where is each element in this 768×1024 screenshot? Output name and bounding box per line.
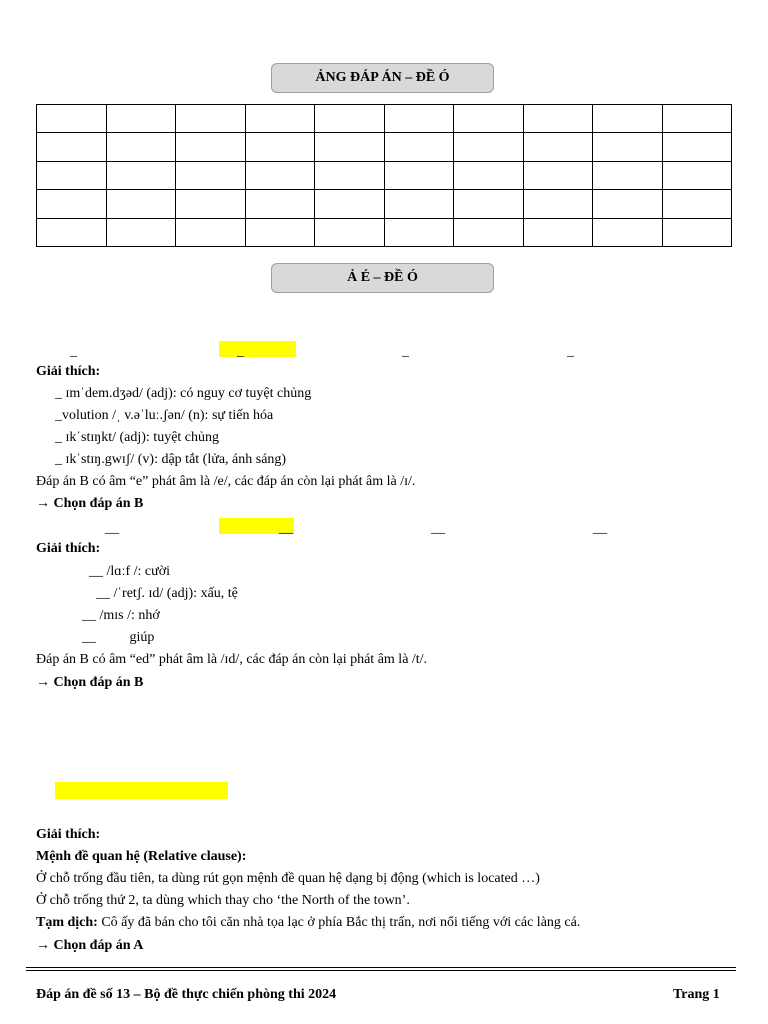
explanation-banner: Ả É – ĐỀ Ó — [271, 263, 494, 293]
table-cell — [662, 190, 732, 218]
table-row — [37, 218, 732, 246]
table-cell — [315, 190, 385, 218]
answer-grid-table — [36, 104, 732, 247]
table-cell — [384, 161, 454, 189]
q2-line-3: __ /mɪs /: nhớ — [82, 608, 160, 623]
q2-option-a-blank: __ — [105, 521, 119, 536]
table-cell — [245, 105, 315, 133]
answer-key-banner: ẢNG ĐÁP ÁN – ĐỀ Ó — [271, 63, 494, 93]
q1-conclusion: Đáp án B có âm “e” phát âm là /e/, các đáp án còn lại phát âm là /ɪ/. — [36, 474, 416, 489]
table-cell — [315, 105, 385, 133]
table-cell — [662, 133, 732, 161]
q1-line-1: _ ɪmˈdem.dʒəd/ (adj): có nguy cơ tuyệt chủng — [55, 386, 312, 401]
q2-line-4: __ giúp — [82, 630, 155, 645]
table-cell — [662, 161, 732, 189]
q3-answer: → Chọn đáp án A — [36, 938, 144, 953]
table-cell — [384, 218, 454, 246]
highlight-mark — [55, 782, 228, 799]
table-cell — [106, 161, 176, 189]
footer-rule-top — [26, 967, 736, 968]
table-row — [37, 161, 732, 189]
q3-line-2: Ở chỗ trống thứ 2, ta dùng which thay cho ‘the North of the town’. — [36, 893, 410, 908]
q2-option-c-blank: __ — [431, 521, 445, 536]
table-cell — [454, 133, 524, 161]
table-cell — [176, 105, 246, 133]
table-cell — [454, 105, 524, 133]
table-cell — [106, 105, 176, 133]
table-cell — [176, 218, 246, 246]
table-cell — [245, 190, 315, 218]
q2-conclusion: Đáp án B có âm “ed” phát âm là /ɪd/, các đáp án còn lại phát âm là /t/. — [36, 652, 428, 667]
table-cell — [245, 218, 315, 246]
table-cell — [454, 190, 524, 218]
page-number: Trang 1 — [673, 987, 720, 1002]
q2-option-d-blank: __ — [593, 521, 607, 536]
q3-translation — [36, 915, 580, 931]
footer-title: Đáp án đề số 13 – Bộ đề thực chiến phòng thi 2024 — [36, 987, 337, 1002]
table-cell — [245, 133, 315, 161]
table-cell — [593, 105, 663, 133]
table-cell — [593, 190, 663, 218]
table-cell — [523, 105, 593, 133]
table-cell — [593, 218, 663, 246]
table-cell — [37, 218, 107, 246]
table-cell — [106, 190, 176, 218]
q3-translation-label: Tạm dịch: — [36, 915, 98, 930]
q1-option-d-blank: _ — [567, 344, 574, 359]
table-cell — [593, 133, 663, 161]
table-cell — [315, 218, 385, 246]
q3-explain-label: Giải thích: — [36, 827, 101, 842]
table-cell — [176, 133, 246, 161]
q3-line-1: Ở chỗ trống đầu tiên, ta dùng rút gọn mệnh đề quan hệ dạng bị động (which is located …) — [36, 871, 540, 886]
table-cell — [106, 133, 176, 161]
q3-translation-text: Cô ấy đã bán cho tôi căn nhà tọa lạc ở phía Bắc thị trấn, nơi nổi tiếng với các làng cá. — [101, 915, 581, 930]
table-cell — [315, 161, 385, 189]
q2-line-1: __ /lɑːf /: cười — [89, 564, 171, 579]
table-cell — [37, 190, 107, 218]
q1-line-4: _ ɪkˈstɪŋ.gwɪʃ/ (v): dập tắt (lửa, ánh sáng) — [55, 452, 287, 467]
table-cell — [37, 133, 107, 161]
q1-option-a-blank: _ — [70, 344, 77, 359]
table-cell — [245, 161, 315, 189]
q1-line-3: _ ɪkˈstɪŋkt/ (adj): tuyệt chủng — [55, 430, 220, 445]
table-cell — [593, 161, 663, 189]
q2-explain-label: Giải thích: — [36, 541, 101, 556]
q2-line-2: __ /ˈretʃ. ɪd/ (adj): xấu, tệ — [96, 586, 238, 601]
footer-rule-bottom — [26, 970, 736, 971]
table-cell — [106, 218, 176, 246]
q3-clause-title: Mệnh đề quan hệ (Relative clause): — [36, 849, 247, 864]
table-cell — [37, 161, 107, 189]
table-cell — [454, 161, 524, 189]
table-cell — [384, 190, 454, 218]
table-row — [37, 133, 732, 161]
table-cell — [176, 161, 246, 189]
table-cell — [176, 190, 246, 218]
q1-answer: → Chọn đáp án B — [36, 496, 144, 511]
table-cell — [662, 218, 732, 246]
table-cell — [384, 133, 454, 161]
table-cell — [523, 161, 593, 189]
table-row — [37, 105, 732, 133]
table-cell — [384, 105, 454, 133]
table-cell — [523, 133, 593, 161]
table-cell — [315, 133, 385, 161]
q2-option-b-blank: __ — [279, 521, 293, 536]
table-cell — [523, 218, 593, 246]
table-cell — [523, 190, 593, 218]
highlight-mark — [219, 341, 296, 357]
q1-line-2: _volution /ˌ v.əˈluː.ʃən/ (n): sự tiến hóa — [55, 408, 274, 423]
q2-answer: → Chọn đáp án B — [36, 675, 144, 690]
q1-option-c-blank: _ — [402, 344, 409, 359]
q1-explain-label: Giải thích: — [36, 364, 101, 379]
q1-option-b-blank: _ — [237, 344, 244, 359]
table-cell — [662, 105, 732, 133]
table-row — [37, 190, 732, 218]
table-cell — [454, 218, 524, 246]
table-cell — [37, 105, 107, 133]
